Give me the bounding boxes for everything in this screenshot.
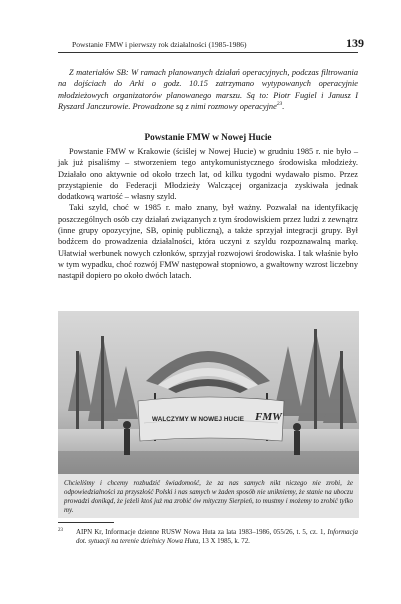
footnote-text-italic: Informacja dot. sytuacji na terenie dzielnicy Nowa Huta (76, 529, 358, 546)
running-header-title: Powstanie FMW i pierwszy rok działalności (1985-1986) (72, 40, 247, 49)
footnote-rule (58, 522, 114, 523)
page-number: 139 (346, 36, 364, 50)
header-rule (58, 52, 358, 53)
body-text (58, 146, 358, 282)
sb-quote (58, 67, 358, 112)
quote-text: Z materiałów SB: W ramach planowanych działań operacyjnych, podczas filtrowania na dojściach do Arki o godz. 10.15 zatrzymano wytypowanych operacyjnie młodzieżowych organizatorów planowanego marszu. Są to: Piotr Fugiel i Janusz I Ryszard Janczurowie. Prowadzone są z nimi rozmowy operacyjne (58, 68, 358, 111)
footnote-number: 23 (58, 528, 63, 533)
banner-logo: FMW (255, 411, 282, 423)
photo-caption-box (58, 474, 359, 518)
footnote-text (76, 528, 358, 546)
photo-fmw-banner (58, 311, 359, 474)
footnote-text-end: , 13 X 1985, k. 72. (198, 538, 250, 546)
photo-caption: Chcieliśmy i chcemy rozbudzić świadomość, że za nas samych nikt niczego nie zrobi, że odpowiedzialności za przyszłość Polski i nas samych w żaden sposób nie unikniemy, że stanie na uboczu prowadzi donikąd, że jeżeli ktoś już ma zrobić ów mityczny Sierpień, to mustmy i możemy to zrobić tylko my. (64, 480, 353, 515)
quote-paragraph: Z materiałów SB: W ramach planowanych działań operacyjnych, podczas filtrowania na dojściach do Arki o godz. 10.15 zatrzymano wytypowanych operacyjnie młodzieżowych organizatorów planowanego marszu. Są to: Piotr Fugiel i Janusz I Ryszard Janczurowie. Prowadzone są z nimi rozmowy operacyjne$^{23}$. (58, 68, 358, 111)
footnote-text-plain: AIPN Kr, Informacje dzienne RUSW Nowa Huta za lata 1983–1986, 055/26, t. 5, cz. 1, (76, 529, 328, 536)
section-title: Powstanie FMW w Nowej Hucie (144, 132, 272, 142)
photo-illustration (58, 311, 359, 474)
body-paragraph-1: Powstanie FMW w Krakowie (ściślej w Nowej Hucie) w grudniu 1985 r. nie było – jak już pisaliśmy – stworzeniem tego antykomunistycznego środowiska młodzieży. Działało ono aktywnie od około trzech lat, od kilku tygodni wydawało pismo. Przez przystąpienie do Federacji Młodzieży Walczącej organizacja zyskiwała jednak dodatkową wartość – własny szyld. (58, 147, 358, 202)
body-paragraph-2: Taki szyld, choć w 1985 r. mało znany, był ważny. Pozwalał na identyfikację poszczególnych osób czy działań związanych z tym środowiskiem przez ludzi z zewnątrz (inne grupy opozycyjne, SB, opinię publiczną), a także sprzyjał integracji grupy. Był bodźcem do prowadzenia działalności, która uczyni z szyldu rozpoznawalną markę. Ułatwiał werbunek nowych członków, sprzyjał rozwojowi środowiska. I tak właśnie było w tym wypadku, choć rozwój FMW następował stopniowo, a gwałtowny wzrost liczebny nastąpił dopiero po około dwóch latach. (58, 203, 358, 281)
footnote (58, 528, 358, 546)
banner-text: WALCZYMY W NOWEJ HUCIE (152, 416, 244, 423)
footnote-ref: 23 (276, 101, 283, 108)
running-header (58, 36, 364, 52)
